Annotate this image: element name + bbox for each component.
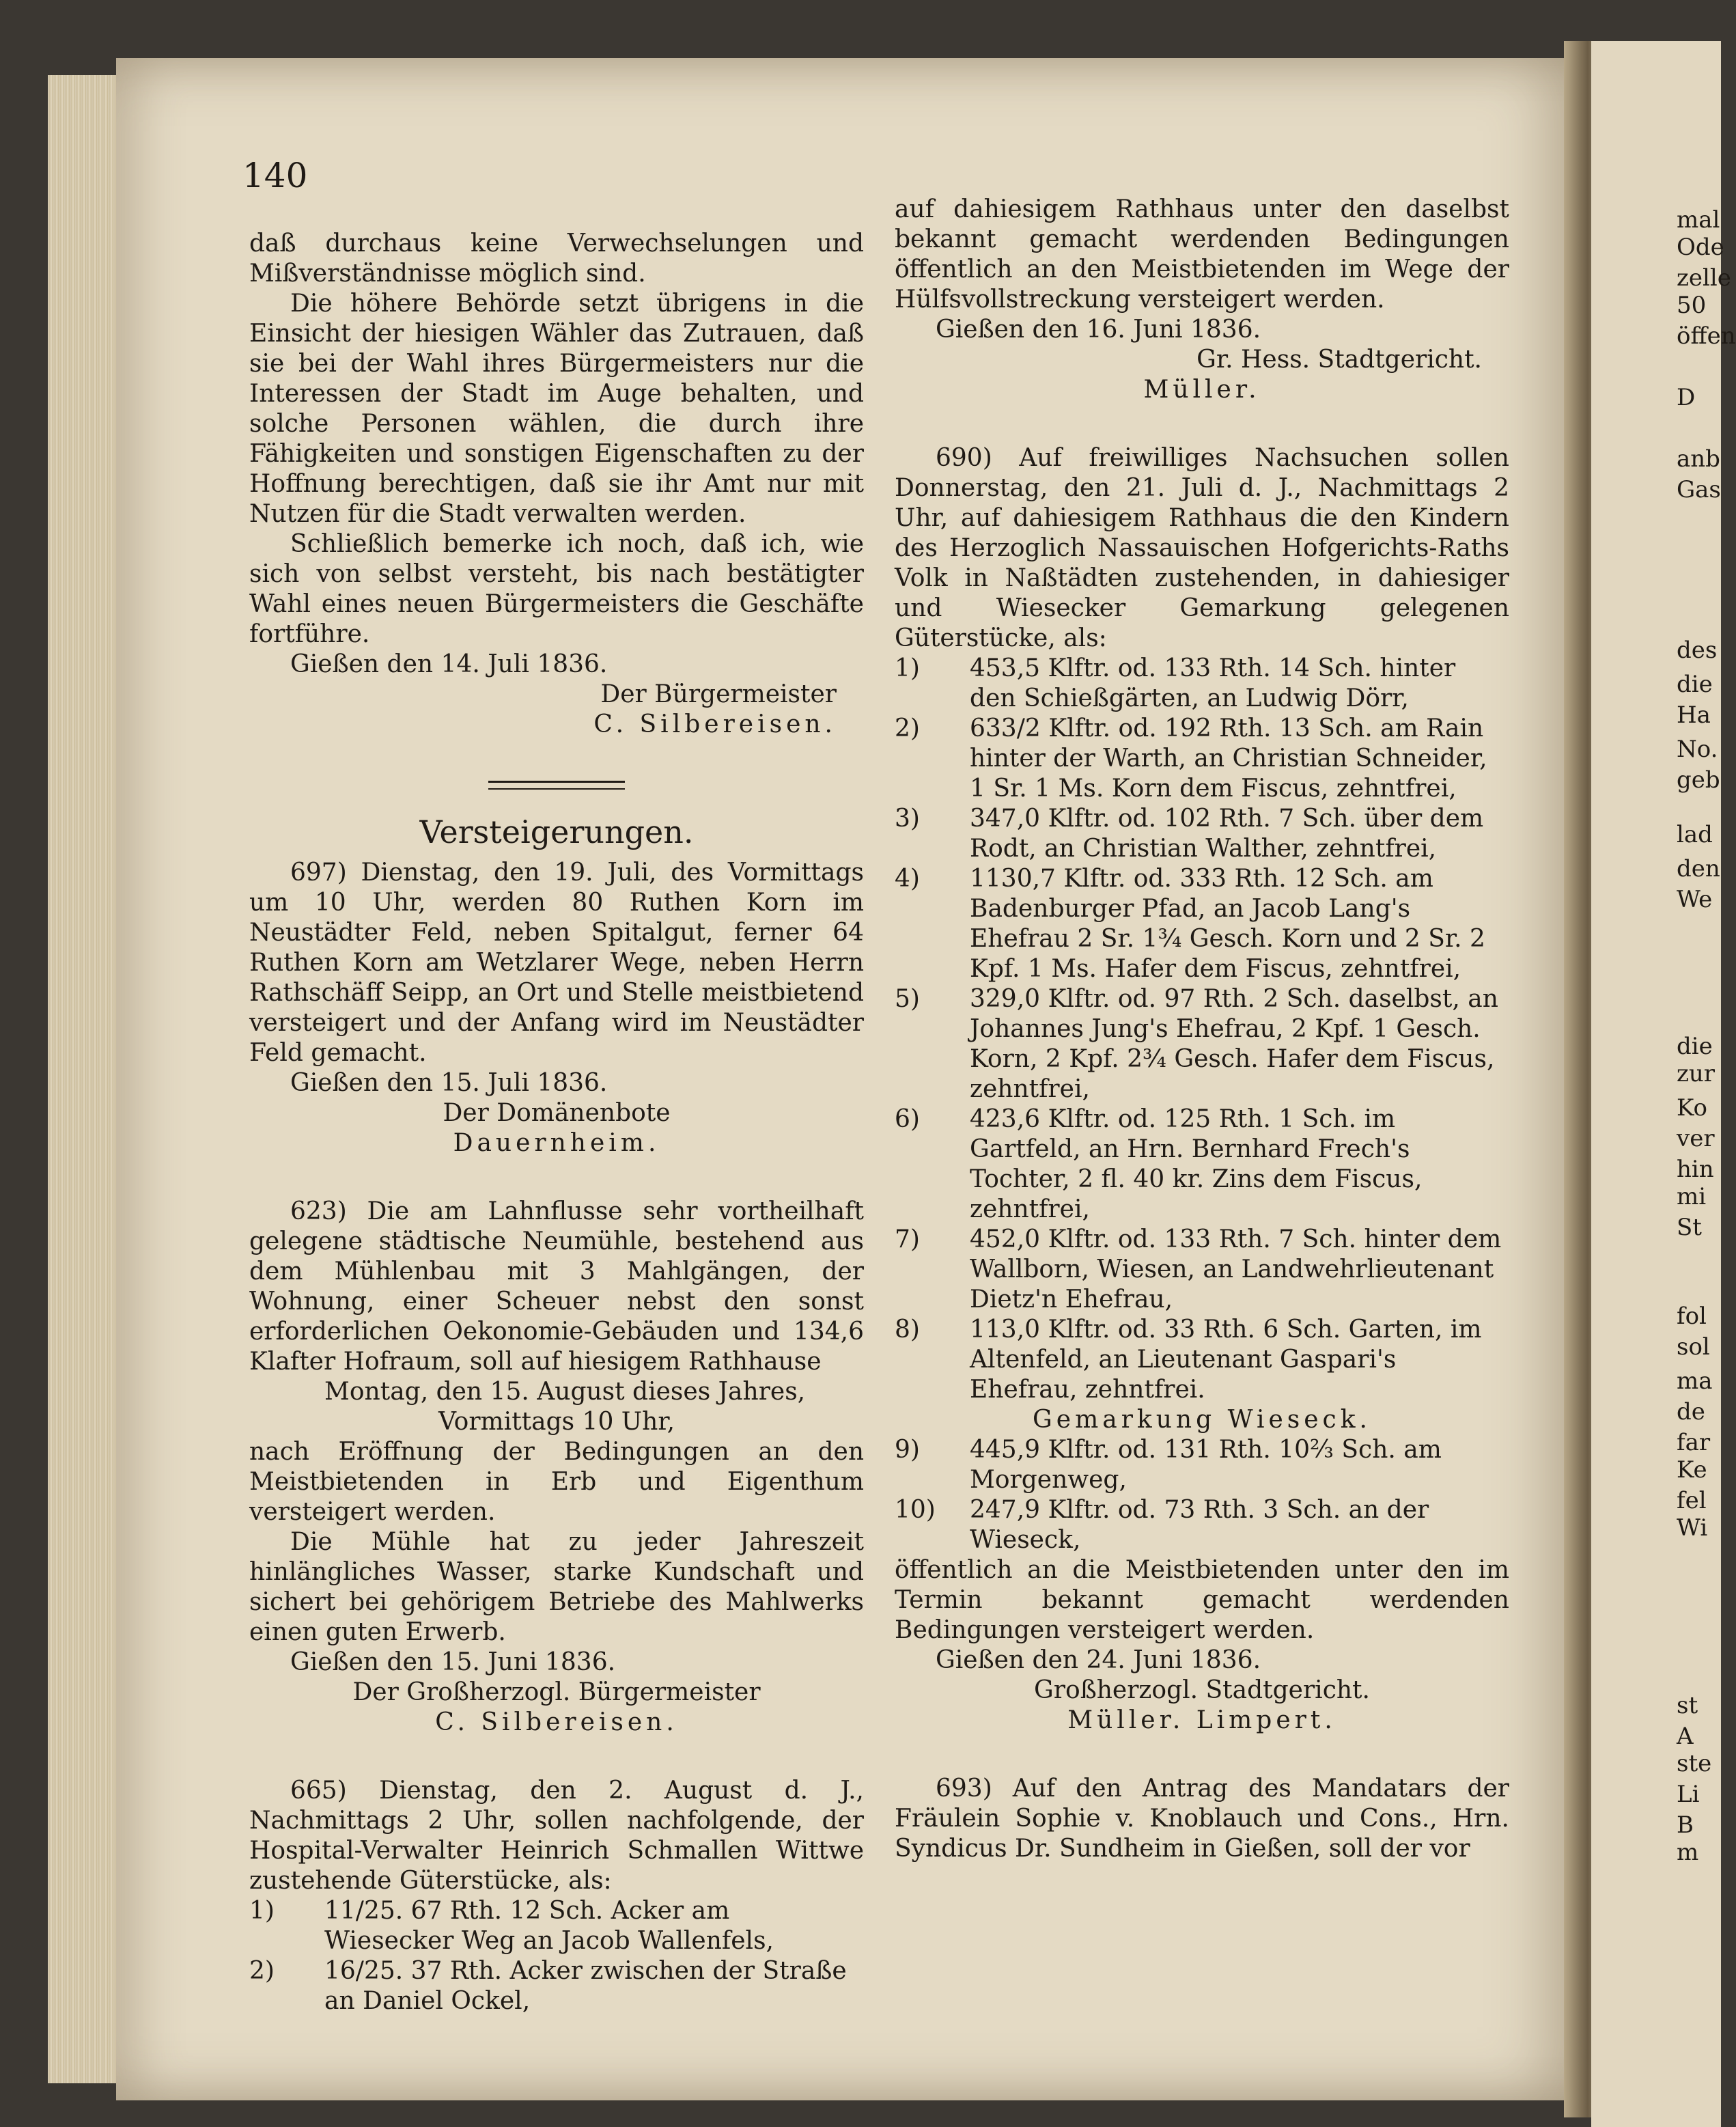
- item-number: 9): [895, 1436, 920, 1464]
- spacer: [249, 1738, 864, 1776]
- next-page-fragment: No.: [1677, 736, 1718, 763]
- item-text: 329,0 Klftr. od. 97 Rth. 2 Sch. daselbst, an Johannes Jung's Ehefrau, 2 Kpf. 1 Gesch. Korn, 2 Kpf. 2¾ Gesch. Hafer dem Fiscus, zehntfrei,: [970, 985, 1498, 1103]
- next-page-fragment: Li: [1677, 1781, 1700, 1808]
- paragraph: daß durchaus keine Verwechselungen und Mißverständnisse möglich sind.: [249, 230, 864, 288]
- item-number: 2): [895, 714, 920, 742]
- item-text: 113,0 Klftr. od. 33 Rth. 6 Sch. Garten, im Altenfeld, an Lieutenant Gaspari's Ehefrau, zehntfrei.: [970, 1316, 1482, 1404]
- next-page-fragment: m: [1677, 1839, 1699, 1866]
- list-item: [895, 1435, 1509, 1495]
- date-line: Gießen den 24. Juni 1836.: [936, 1646, 1261, 1674]
- signature-name: Dauernheim.: [453, 1129, 660, 1157]
- paragraph: auf dahiesigem Rathhaus unter den daselbst bekannt gemacht werdenden Bedingungen öffentlich an den Meistbietenden im Wege der Hülfsvollstreckung versteigert werden.: [895, 195, 1509, 314]
- paragraph: Die Mühle hat zu jeder Jahreszeit hinlängliches Wasser, starke Kundschaft und sichert bei gehörigem Betriebe des Mahlwerks einen guten Erwerb.: [249, 1528, 864, 1646]
- date-line: Gießen den 14. Juli 1836.: [290, 650, 608, 678]
- signature-name: C. Silbereisen.: [435, 1708, 678, 1736]
- notice-693: 693) Auf den Antrag des Mandatars der Fräulein Sophie v. Knoblauch und Cons., Hrn. Syndicus Dr. Sundheim in Gießen, soll der vor: [895, 1775, 1509, 1863]
- item-number: 1): [249, 1897, 275, 1925]
- item-number: 5): [895, 985, 920, 1013]
- next-page-fragment: geb: [1677, 766, 1720, 794]
- next-page-fragment: die: [1677, 671, 1713, 698]
- item-number: 4): [895, 865, 920, 893]
- next-page-fragment: zelle: [1677, 264, 1731, 292]
- next-page-fragment: Ko: [1677, 1094, 1707, 1122]
- notice-697: 697) Dienstag, den 19. Juli, des Vormittags um 10 Uhr, werden 80 Ruthen Korn im Neustädter Feld, neben Spitalgut, ferner 64 Ruthen Korn am Wetzlarer Wege, neben Herrn Rathschäff Seipp, an Ort und Stelle meistbietend versteigert und der Anfang wird im Neustädter Feld gemacht.: [249, 859, 864, 1067]
- signature-title: Der Großherzogl. Bürgermeister: [352, 1678, 761, 1706]
- left-column: [249, 229, 864, 2016]
- next-page-fragment: Ha: [1677, 701, 1711, 729]
- date-line: Gießen den 16. Juni 1836.: [936, 316, 1261, 344]
- next-page-fragment: Ode: [1677, 234, 1724, 261]
- next-page-fragment: öffen: [1677, 322, 1736, 350]
- item-text: 633/2 Klftr. od. 192 Rth. 13 Sch. am Rain hinter der Warth, an Christian Schneider, 1 Sr. 1 Ms. Korn dem Fiscus, zehntfrei,: [970, 714, 1487, 803]
- next-page-fragment: B: [1677, 1811, 1694, 1839]
- paragraph: öffentlich an die Meistbietenden unter den im Termin bekannt gemacht werdenden Bedingungen versteigert werden.: [895, 1556, 1509, 1644]
- date-line: Gießen den 15. Juni 1836.: [290, 1648, 616, 1676]
- item-text: 16/25. 37 Rth. Acker zwischen der Straße an Daniel Ockel,: [324, 1957, 847, 2015]
- next-page-fragment: D: [1677, 384, 1696, 411]
- next-page-fragment: sol: [1677, 1333, 1710, 1361]
- next-page-fragment: mal: [1677, 206, 1720, 234]
- next-page-fragment: den: [1677, 855, 1720, 882]
- item-number: 2): [249, 1957, 275, 1985]
- signature-name: Müller. Limpert.: [1067, 1706, 1336, 1734]
- date-line: Gießen den 15. Juli 1836.: [290, 1069, 608, 1097]
- signature-title: Der Bürgermeister: [600, 680, 837, 708]
- signature-title: Großherzogl. Stadtgericht.: [1034, 1676, 1370, 1704]
- next-page-fragment: ver: [1677, 1125, 1715, 1152]
- item-number: 10): [895, 1496, 936, 1524]
- item-text: 452,0 Klftr. od. 133 Rth. 7 Sch. hinter dem Wallborn, Wiesen, an Landwehrlieutenant Dietz'n Ehefrau,: [970, 1225, 1502, 1313]
- item-text: 423,6 Klftr. od. 125 Rth. 1 Sch. im Gartfeld, an Hrn. Bernhard Frech's Tochter, 2 fl. 40 kr. Zins dem Fiscus, zehntfrei,: [970, 1105, 1423, 1223]
- next-page-fragment: fel: [1677, 1487, 1707, 1514]
- notice-690: 690) Auf freiwilliges Nachsuchen sollen Donnerstag, den 21. Juli d. J., Nachmittags 2 Uhr, auf dahiesigem Rathhaus die den Kindern des Herzoglich Nassauischen Hofgerichts-Raths Volk in Naßtädten zustehenden, in dahiesiger und Wiesecker Gemarkung gelegenen Güterstücke, als:: [895, 444, 1509, 652]
- signature-title: Der Domänenbote: [443, 1099, 671, 1127]
- next-page-fragment: des: [1677, 637, 1718, 664]
- list-item: [895, 1315, 1509, 1405]
- section-heading: Versteigerungen.: [419, 814, 694, 850]
- subheading: Gemarkung Wieseck.: [1033, 1406, 1371, 1434]
- list-item: [249, 1956, 864, 2016]
- list-item: [249, 1896, 864, 1956]
- item-number: 8): [895, 1316, 920, 1344]
- next-page-fragment: mi: [1677, 1183, 1707, 1210]
- list-item: [895, 984, 1509, 1104]
- paragraph: Schließlich bemerke ich noch, daß ich, wie sich von selbst versteht, bis nach bestätigter Wahl eines neuen Bürgermeisters die Geschäfte fortführe.: [249, 530, 864, 648]
- item-number: 7): [895, 1225, 920, 1253]
- item-text: 445,9 Klftr. od. 131 Rth. 10⅔ Sch. am Morgenweg,: [970, 1436, 1442, 1494]
- page-number: 140: [242, 156, 308, 195]
- item-text: 453,5 Klftr. od. 133 Rth. 14 Sch. hinter den Schießgärten, an Ludwig Dörr,: [970, 654, 1456, 712]
- list-item: [895, 654, 1509, 714]
- next-page-fragment: die: [1677, 1033, 1713, 1060]
- item-number: 6): [895, 1105, 920, 1133]
- right-column: [895, 195, 1509, 1864]
- next-page-fragment: st: [1677, 1692, 1698, 1719]
- auction-time: Vormittags 10 Uhr,: [438, 1408, 675, 1436]
- item-text: 1130,7 Klftr. od. 333 Rth. 12 Sch. am Badenburger Pfad, an Jacob Lang's Ehefrau 2 Sr. 1¾ Gesch. Korn und 2 Sr. 2 Kpf. 1 Ms. Hafer dem Fiscus, zehntfrei,: [970, 865, 1485, 983]
- next-page-fragment: ma: [1677, 1367, 1713, 1395]
- next-page-fragment: fol: [1677, 1303, 1707, 1330]
- next-page-fragment: far: [1677, 1429, 1711, 1456]
- list-item: [895, 1225, 1509, 1315]
- next-page-fragment: zur: [1677, 1060, 1716, 1087]
- next-page-fragment: We: [1677, 886, 1713, 913]
- next-page-fragment: ste: [1677, 1750, 1712, 1777]
- next-page-fragment: A: [1677, 1723, 1694, 1750]
- next-page-fragment: Wi: [1677, 1514, 1708, 1542]
- section-divider: [488, 781, 625, 790]
- item-number: 3): [895, 805, 920, 833]
- next-page-fragment: lad: [1677, 821, 1713, 848]
- next-page-fragment: St: [1677, 1214, 1702, 1241]
- next-page-fragment: anb: [1677, 445, 1720, 473]
- spacer: [895, 405, 1509, 443]
- spacer: [895, 1736, 1509, 1774]
- item-text: 247,9 Klftr. od. 73 Rth. 3 Sch. an der Wieseck,: [970, 1496, 1429, 1554]
- spacer: [249, 1158, 864, 1197]
- list-item: [895, 804, 1509, 864]
- next-page-fragment: hin: [1677, 1156, 1714, 1183]
- paragraph: Die höhere Behörde setzt übrigens in die Einsicht der hiesigen Wähler das Zutrauen, daß sie bei der Wahl ihres Bürgermeisters nur die Interessen der Stadt im Auge behalten, und solche Personen wählen, die durch ihre Fähigkeiten und sonstigen Eigenschaften zu der Hoffnung berechtigen, daß sie ihr Amt nur mit Nutzen für die Stadt verwalten werden.: [249, 290, 864, 528]
- item-number: 1): [895, 654, 920, 682]
- next-page-fragment: de: [1677, 1398, 1705, 1426]
- list-item: [895, 864, 1509, 984]
- signature-name: Müller.: [1143, 376, 1261, 404]
- paragraph: nach Eröffnung der Bedingungen an den Meistbietenden in Erb und Eigenthum versteigert werden.: [249, 1438, 864, 1526]
- next-page-fragment: 50: [1677, 292, 1707, 319]
- list-item: [895, 1495, 1509, 1555]
- signature-title: Gr. Hess. Stadtgericht.: [1196, 346, 1482, 374]
- next-page-fragment: Ke: [1677, 1456, 1707, 1484]
- item-text: 347,0 Klftr. od. 102 Rth. 7 Sch. über dem Rodt, an Christian Walther, zehntfrei,: [970, 805, 1484, 863]
- notice-623: 623) Die am Lahnflusse sehr vortheilhaft gelegene städtische Neumühle, bestehend aus dem Mühlenbau mit 3 Mahlgängen, der Wohnung, einer Scheuer nebst den sonst erforderlichen Oekonomie-Gebäuden und 134,6 Klafter Hofraum, soll auf hiesigem Rathhause: [249, 1197, 864, 1376]
- list-item: [895, 714, 1509, 804]
- next-page-fragment: Gas: [1677, 476, 1721, 503]
- auction-date: Montag, den 15. August dieses Jahres,: [324, 1378, 806, 1406]
- item-text: 11/25. 67 Rth. 12 Sch. Acker am Wiesecker Weg an Jacob Wallenfels,: [324, 1897, 774, 1955]
- notice-665: 665) Dienstag, den 2. August d. J., Nachmittags 2 Uhr, sollen nachfolgende, der Hospital-Verwalter Heinrich Schmallen Wittwe zustehende Güterstücke, als:: [249, 1777, 864, 1895]
- signature-name: C. Silbereisen.: [593, 710, 837, 738]
- list-item: [895, 1104, 1509, 1225]
